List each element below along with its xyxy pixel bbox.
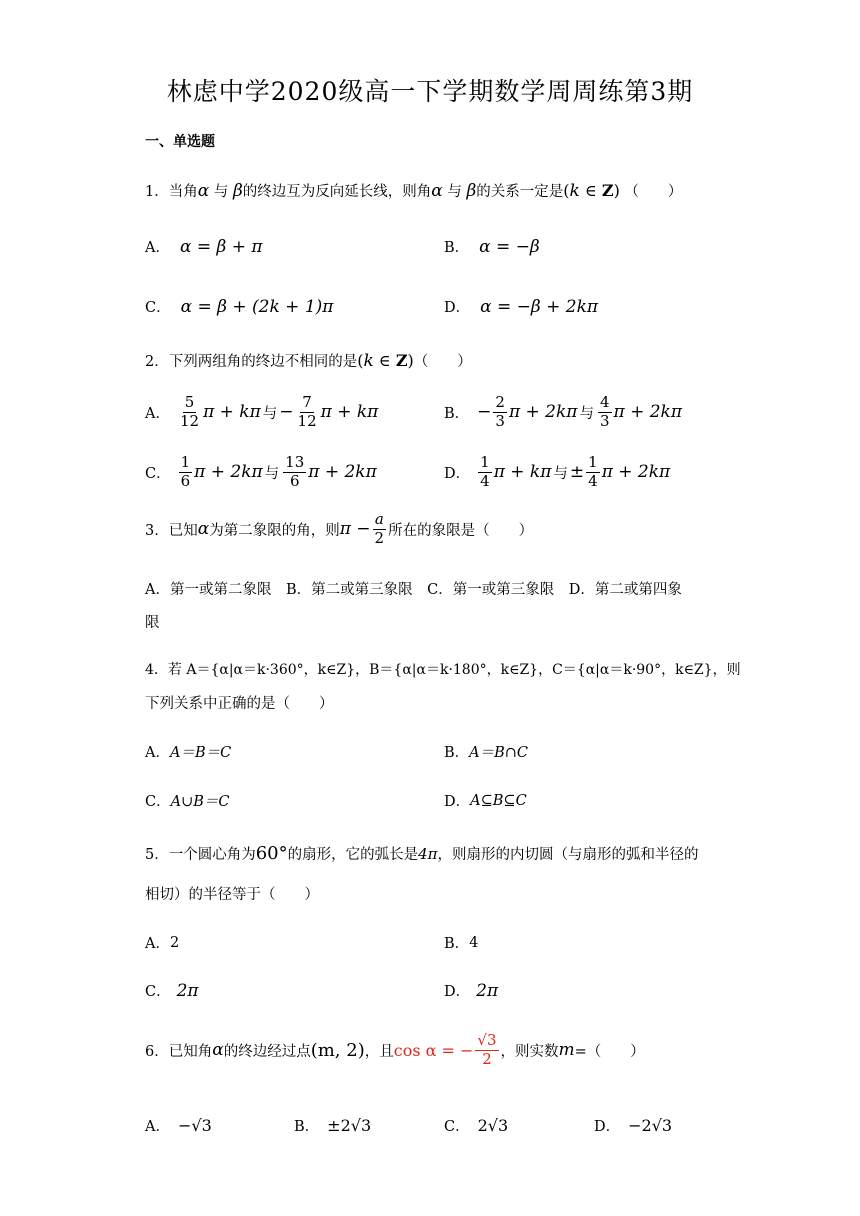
question-3-stem: 3． 已知 α 为第二象限的角，则 π − $\frac{a}{2}$ 所在的象限是（ ） [145, 510, 534, 547]
question-2-stem: 2．下列两组角的终边不相同的是(k ∈ Z)（ ） [145, 351, 472, 371]
question-3-options-wrap: 限 [145, 615, 160, 631]
question-1-stem: 1．当角α 与 β的终边互为反向延长线，则角α 与 β的关系一定是(k ∈ Z) （ ） [145, 181, 683, 201]
question-4-stem: 4．若 A＝{α|α＝k·360°，k∈Z}，B＝{α|α＝k·180°，k∈Z}，C＝{α|α＝k·90°，k∈Z}，则 [145, 662, 741, 678]
question-6-option-a[interactable]: A． −√3 [145, 1116, 212, 1135]
fraction: $\frac{5}{12}$ [179, 393, 200, 430]
question-3-options[interactable]: A．第一或第二象限 B．第二或第三象限 C．第一或第三象限 D．第二或第四象 [145, 582, 682, 598]
question-1-option-a[interactable]: A． α = β + π [145, 236, 263, 257]
question-2-option-c[interactable]: C． $\frac{1}{6}$ π + 2kπ 与 $\frac{13}{6}$ π + 2kπ [145, 453, 377, 490]
question-4-option-c[interactable]: C． A∪B＝C [145, 794, 230, 810]
question-5-option-c[interactable]: C． 2π [145, 980, 199, 1001]
section-heading: 一、单选题 [145, 134, 215, 150]
question-2-option-d[interactable]: D． $\frac{1}{4}$ π + kπ 与 ± $\frac{1}{4}$ π + 2kπ [444, 453, 671, 490]
question-6-option-d[interactable]: D． −2√3 [594, 1116, 673, 1135]
question-1-option-c[interactable]: C． α = β + (2k + 1)π [145, 296, 334, 317]
page-title: 林虑中学2020级高一下学期数学周周练第3期 [166, 77, 694, 106]
fraction: $\frac{a}{2}$ [374, 510, 385, 547]
question-5-option-b[interactable]: B． 4 [444, 934, 479, 952]
question-5-stem: 5． 一个圆心角为 60° 的扇形，它的弧长是 4π ，则扇形的内切圆（与扇形的弧和半径的 [145, 843, 699, 864]
question-2-option-b[interactable]: B． − $\frac{2}{3}$ π + 2kπ 与 $\frac{4}{3}$ π + 2kπ [444, 393, 683, 430]
fraction: $\frac{7}{12}$ [297, 393, 317, 430]
cosine-condition: cos α = − $\frac{√3}{2}$ [393, 1031, 497, 1068]
question-1-option-d[interactable]: D． α = −β + 2kπ [444, 296, 599, 317]
question-5-stem-line2: 相切）的半径等于（ ） [145, 887, 319, 903]
question-5-option-a[interactable]: A． 2 [145, 934, 180, 952]
fraction: $\frac{1}{6}$ [180, 453, 191, 490]
question-5-option-d[interactable]: D． 2π [444, 980, 499, 1001]
question-6-option-c[interactable]: C． 2√3 [444, 1116, 509, 1135]
question-1-option-b[interactable]: B． α = −β [444, 236, 540, 257]
fraction: $\frac{13}{6}$ [285, 453, 305, 490]
question-4-stem-line2: 下列关系中正确的是（ ） [145, 696, 334, 712]
question-4-option-d[interactable]: D． A⊆B⊆C [444, 792, 527, 810]
question-6-option-b[interactable]: B． ±2√3 [294, 1116, 372, 1135]
fraction: $\frac{2}{3}$ [495, 393, 505, 430]
question-6-stem: 6． 已知角 α 的终边经过点 (m, 2) ，且 cos α = − $\frac{√3}{2}$ ，则实数 m =（ ） [145, 1031, 645, 1068]
fraction: $\frac{1}{4}$ [588, 453, 598, 490]
question-2-option-a[interactable]: A． $\frac{5}{12}$ π + kπ 与 − $\frac{7}{12}$ π + kπ [145, 393, 379, 430]
question-4-option-b[interactable]: B． A＝B∩C [444, 745, 529, 761]
question-4-option-a[interactable]: A． A＝B＝C [145, 745, 232, 761]
fraction: $\frac{4}{3}$ [599, 393, 610, 430]
fraction: $\frac{1}{4}$ [480, 453, 490, 490]
fraction: $\frac{√3}{2}$ [477, 1031, 497, 1068]
